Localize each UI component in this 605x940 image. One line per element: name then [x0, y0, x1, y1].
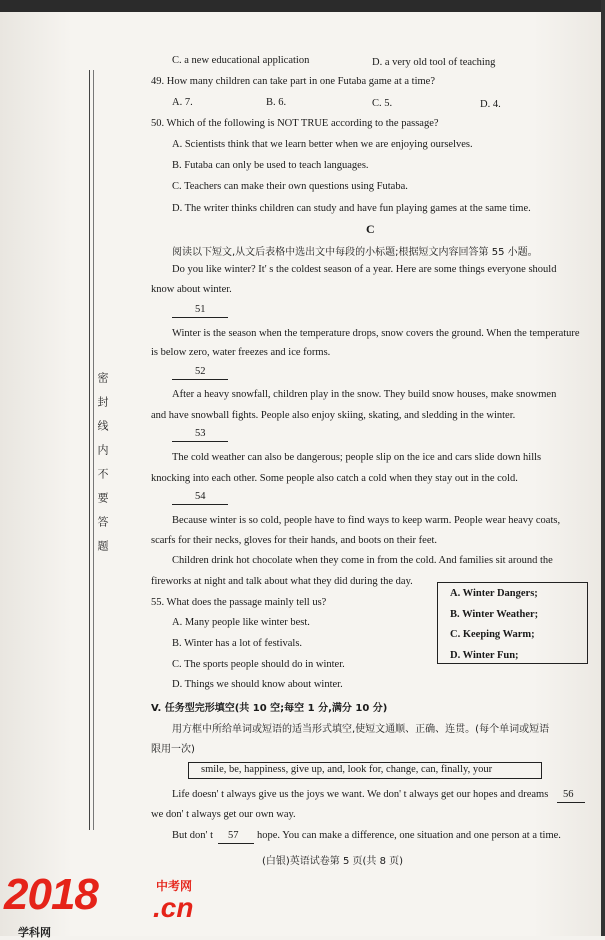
blank-54-number: 54	[195, 491, 206, 502]
para-54-line2: scarfs for their necks, gloves for their hands, and boots on their feet.	[151, 535, 438, 546]
para-52-line2: and have snowball fights. People also enjoy skiing, skating, and sledding in the winter.	[151, 410, 516, 421]
watermark-site: 中考网	[156, 879, 193, 893]
section-c-instruction: 阅读以下短文,从文后表格中选出文中每段的小标题;根据短文内容回答第 55 小题。	[172, 247, 538, 258]
section-v-instruction-line2: 限用一次)	[151, 744, 195, 755]
heading-options-box	[437, 582, 588, 664]
binding-notice: 密封线内不要答题	[96, 372, 109, 564]
blank-52-number: 52	[195, 366, 206, 377]
blank-51-number: 51	[195, 304, 206, 315]
q50-option-a: A. Scientists think that we learn better when we are enjoying ourselves.	[172, 139, 473, 150]
word-bank: smile, be, happiness, give up, and, look for, change, can, finally, your	[201, 764, 493, 775]
q50-option-c: C. Teachers can make their own questions using Futaba.	[172, 181, 408, 192]
para-53-line1: The cold weather can also be dangerous; people slip on the ice and cars slide down hills	[172, 452, 542, 463]
q49-stem: 49. How many children can take part in one Futaba game at a time?	[151, 76, 435, 87]
blank-52[interactable]	[172, 379, 228, 380]
blank-53-number: 53	[195, 428, 206, 439]
q48-option-d: D. a very old tool of teaching	[372, 57, 496, 68]
q49-option-b: B. 6.	[266, 97, 287, 108]
blank-54[interactable]	[172, 504, 228, 505]
section-v-instruction-line1: 用方框中所给单词或短语的适当形式填空,使短文通顺、正确、连贯。(每个单词或短语	[172, 724, 550, 735]
q49-option-d: D. 4.	[480, 99, 501, 110]
para-55-line1: Children drink hot chocolate when they come in from the cold. And families sit around the	[172, 555, 553, 566]
q50-option-d: D. The writer thinks children can study and have fun playing games at the same time.	[172, 203, 531, 214]
heading-option-b: B. Winter Weather;	[450, 609, 539, 620]
cloze-line1: Life doesn' t always give us the joys we want. We don' t always get our hopes and dreams	[172, 789, 549, 800]
q49-option-c: C. 5.	[372, 98, 393, 109]
q55-stem: 55. What does the passage mainly tell us?	[151, 597, 327, 608]
blank-53[interactable]	[172, 441, 228, 442]
q55-option-a: A. Many people like winter best.	[172, 617, 310, 628]
para-55-line2: fireworks at night and talk about what they did during the day.	[151, 576, 413, 587]
watermark-domain: .cn	[153, 892, 194, 923]
blank-56-number: 56	[563, 789, 574, 800]
q55-option-b: B. Winter has a lot of festivals.	[172, 638, 303, 649]
section-c-heading: C	[366, 222, 375, 236]
para-53-line2: knocking into each other. Some people also catch a cold when they stay out in the cold.	[151, 473, 518, 484]
heading-option-d: D. Winter Fun;	[450, 650, 519, 661]
q50-option-b: B. Futaba can only be used to teach languages.	[172, 160, 369, 171]
blank-51[interactable]	[172, 317, 228, 318]
watermark-bottom-text: 学科网	[18, 926, 51, 939]
heading-option-a: A. Winter Dangers;	[450, 588, 538, 599]
para-52-line1: After a heavy snowfall, children play in the snow. They build snow houses, make snowmen	[172, 389, 557, 400]
blank-57-number: 57	[228, 830, 239, 841]
cloze-line2: we don' t always get our own way.	[151, 809, 296, 820]
cloze-line3-start: But don' t	[172, 830, 213, 841]
para-51-line1: Winter is the season when the temperature drops, snow covers the ground. When the temperature	[172, 328, 580, 339]
blank-56[interactable]	[557, 802, 585, 803]
watermark-logo: 2018	[4, 870, 98, 919]
blank-57[interactable]	[218, 843, 254, 844]
q48-option-c: C. a new educational application	[172, 55, 310, 66]
section-c-intro-line2: know about winter.	[151, 284, 232, 295]
heading-option-c: C. Keeping Warm;	[450, 629, 535, 640]
watermark-bottom	[0, 926, 80, 939]
page-footer: (白银)英语试卷第 5 页(共 8 页)	[262, 856, 404, 867]
q55-option-c: C. The sports people should do in winter.	[172, 659, 345, 670]
q50-stem: 50. Which of the following is NOT TRUE according to the passage?	[151, 118, 439, 129]
para-54-line1: Because winter is so cold, people have to find ways to keep warm. People wear heavy coats,	[172, 515, 561, 526]
section-c-intro-line1: Do you like winter? It' s the coldest season of a year. Here are some things everyone should	[172, 264, 557, 275]
para-51-line2: is below zero, water freezes and ice forms.	[151, 347, 331, 358]
q55-option-d: D. Things we should know about winter.	[172, 679, 343, 690]
scan-top-edge	[0, 0, 605, 12]
word-bank-box	[188, 762, 542, 779]
section-v-title: V. 任务型完形填空(共 10 空;每空 1 分,满分 10 分)	[151, 703, 388, 714]
cloze-line3-end: hope. You can make a difference, one situation and one person at a time.	[257, 830, 561, 841]
scan-right-edge	[601, 0, 605, 936]
q49-option-a: A. 7.	[172, 97, 193, 108]
